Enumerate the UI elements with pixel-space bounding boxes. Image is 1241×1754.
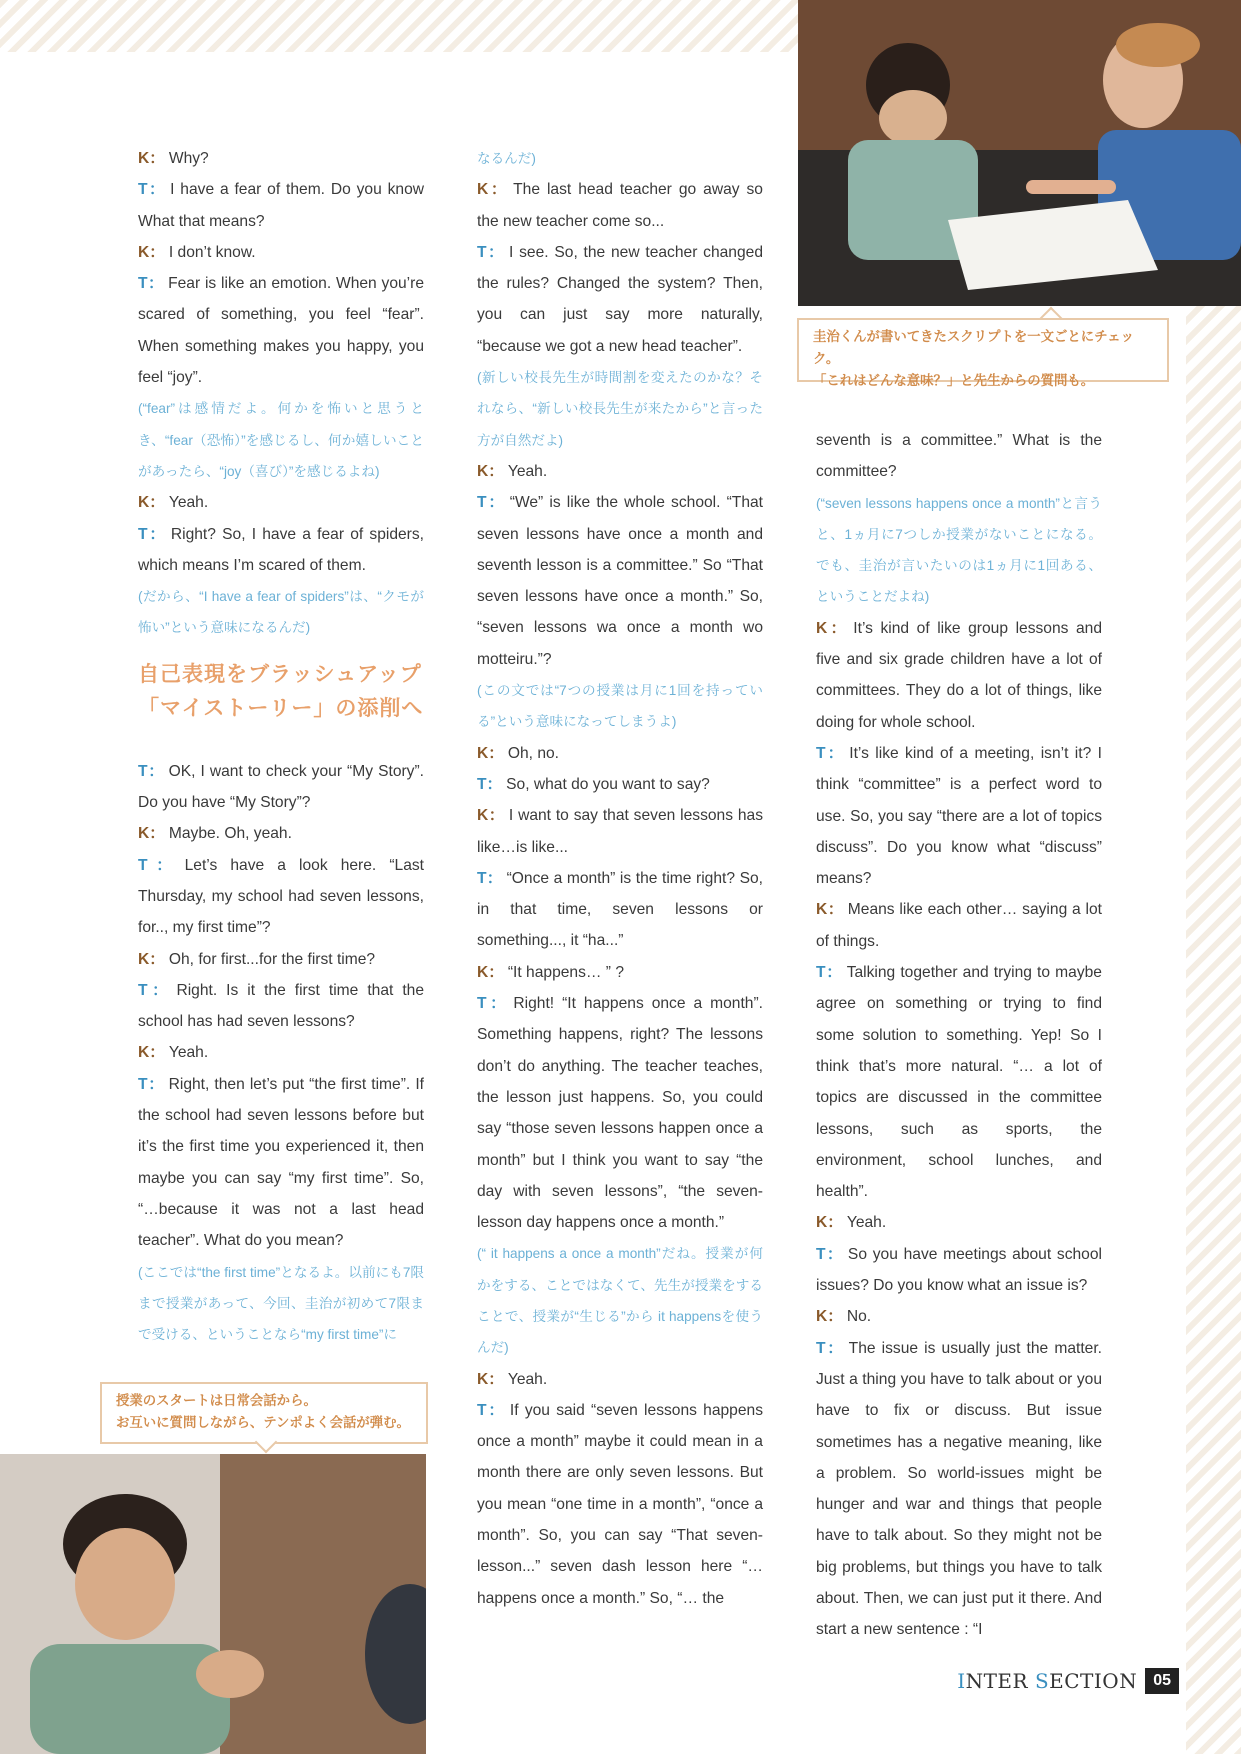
line-text: Oh, no. [507, 744, 560, 762]
speaker-label: K： [477, 1370, 504, 1388]
column-1 [138, 143, 424, 1350]
dialogue-line [816, 738, 1102, 894]
line-text: Yeah. [507, 1370, 548, 1388]
speaker-label: T： [138, 1075, 165, 1093]
speaker-label: T： [477, 869, 503, 887]
dialogue-line [138, 1069, 424, 1257]
dialogue-line [816, 1301, 1102, 1332]
speaker-label: T： [816, 744, 846, 762]
line-text: “We” is like the whole school. “That seven lessons have once a month and seventh lesson is a committee.” So “That seven lessons have once a month.” So, “seven lessons wa once a month wo motteiru.”? [477, 494, 763, 668]
footer [957, 1668, 1179, 1694]
line-text: (“ it happens a once a month”だね。授業が何かをする、ことではなくて、先生が授業をすることで、授業が“生じる”から it happensを使うんだ) [477, 1246, 763, 1356]
speaker-label: T： [138, 181, 167, 199]
speaker-label: T： [816, 1245, 844, 1263]
dialogue-line [138, 1037, 424, 1068]
speaker-label: K： [138, 494, 165, 512]
line-text: The issue is usually just the matter. Just a thing you have to talk about or you have to fix or discuss. But issue sometimes has a negative meaning, like a problem. So world-issues might be hunger and war and things that people have to talk about. So they might not be big problems, but things you have to talk about. Then, we can just put it there. And start a new sentence : “I [816, 1339, 1102, 1639]
translation-note [477, 675, 763, 738]
line-text: Yeah. [846, 1214, 887, 1232]
speaker-label: K： [138, 825, 165, 843]
speaker-label: K： [477, 462, 504, 480]
line-text: Oh, for first...for the first time? [168, 950, 376, 968]
speaker-label: T： [138, 981, 173, 999]
footer-brand [957, 1669, 1137, 1693]
speaker-label: T： [477, 1401, 506, 1419]
dialogue-line [138, 487, 424, 518]
translation-note [138, 1257, 424, 1351]
line-text: I want to say that seven lessons has like…is like... [477, 807, 763, 856]
line-text: (“fear”は感情だよ。何かを怖いと思うとき、“fear（恐怖）”を感じるし、何か嬉しいことがあったら、“joy（喜び）”を感じるよね) [138, 401, 424, 479]
dialogue-line [138, 944, 424, 975]
translation-note [138, 393, 424, 487]
line-text: I see. So, the new teacher changed the rules? Changed the system? Then, you can just say more naturally, “because we got a new head teacher”. [477, 243, 763, 355]
dialogue-line [477, 1364, 763, 1395]
photo-student-and-teacher-reviewing-script [798, 0, 1241, 306]
dialogue-line [138, 143, 424, 174]
line-text: “Once a month” is the time right? So, in that time, seven lessons or something..., it “ha...” [477, 869, 763, 950]
dialogue-line [816, 613, 1102, 738]
line-text: Right. Is it the first time that the school has had seven lessons? [138, 981, 425, 1031]
speaker-label: T： [138, 525, 167, 543]
line-text: I don’t know. [168, 243, 256, 261]
dialogue-line [477, 863, 763, 957]
dialogue-line [138, 975, 424, 1038]
dialogue-line [477, 738, 763, 769]
dialogue-line [816, 894, 1102, 957]
dialogue-line [477, 237, 763, 362]
line-text: なるんだ) [477, 151, 536, 166]
dialogue-line [816, 957, 1102, 1207]
dialogue-line [138, 268, 424, 393]
dialogue-line [138, 174, 424, 237]
line-text: It’s like kind of a meeting, isn’t it? I think “committee” is a perfect word to use. So, you say “there are a lot of topics discuss”. Do you know what “discuss” means? [816, 744, 1102, 888]
speaker-label: T： [477, 775, 503, 793]
speaker-label: K： [816, 619, 850, 637]
line-text: (ここでは“the first time”となるよ。以前にも7限まで授業があって、今回、圭治が初めて7限まで受ける、ということなら“my first time”に [138, 1264, 424, 1343]
translation-note [138, 581, 424, 644]
page-number: 05 [1145, 1668, 1179, 1694]
brand-ection: ECTION [1049, 1669, 1138, 1693]
line-text: Why? [168, 150, 209, 167]
dialogue-line [816, 425, 1102, 488]
translation-note [477, 1238, 763, 1363]
dialogue-line [477, 800, 763, 863]
line-text: Fear is like an emotion. When you’re scared of something, you feel “fear”. When something makes you happy, you feel “joy”. [138, 275, 424, 387]
dialogue-line [477, 174, 763, 237]
line-text: I have a fear of them. Do you know What that means? [138, 181, 424, 230]
speaker-label: K： [816, 1214, 843, 1232]
line-text: Right, then let’s put “the first time”. If the school had seven lessons before but it’s the first time you experienced it, then maybe you can say “my first time”. So, “…because it was not a last head teacher”. What do you mean? [138, 1075, 424, 1250]
caption-bottom: 授業のスタートは日常会話から。 お互いに質問しながら、テンポよく会話が弾む。 [100, 1382, 428, 1444]
speaker-label: T： [816, 964, 843, 982]
line-text: Yeah. [168, 1044, 209, 1062]
line-text: Right? So, I have a fear of spiders, which means I’m scared of them. [138, 525, 425, 574]
translation-note [477, 143, 763, 174]
caption-top: 圭治くんが書いてきたスクリプトを一文ごとにチェック。 「これはどんな意味？」と先生からの質問も。 [797, 318, 1169, 382]
speaker-label: T： [816, 1339, 845, 1357]
speaker-label: T： [138, 856, 181, 874]
speaker-label: K： [138, 1044, 165, 1062]
dialogue-line [477, 957, 763, 988]
speaker-label: K： [477, 807, 505, 825]
column-2 [477, 143, 763, 1614]
dialogue-line [138, 756, 424, 819]
speaker-label: T： [138, 762, 165, 780]
photo-illustration [798, 0, 1241, 306]
dialogue-line [477, 1395, 763, 1614]
dialogue-line [138, 850, 424, 944]
dialogue-line [138, 237, 424, 268]
line-text: Maybe. Oh, yeah. [168, 825, 292, 843]
brand-nter: NTER [965, 1669, 1035, 1693]
line-text: If you said “seven lessons happens once a month” maybe it could mean in a month there are only seven lessons. But you mean “one time in a month”, “once a month”. So, you can say “That seven-lesson...” seven dash lesson here “…happens once a month.” So, “… the [477, 1401, 763, 1607]
line-text: Let’s have a look here. “Last Thursday, my school had seven lessons, for.., my first time”? [138, 856, 424, 937]
brand-initial-s: S [1034, 1669, 1050, 1693]
dialogue-line [816, 1333, 1102, 1646]
line-text: It’s kind of like group lessons and five and six grade children have a lot of committees. They do a lot of things, like doing for whole school. [816, 619, 1103, 731]
speaker-label: T： [138, 275, 165, 293]
line-text: Talking together and trying to maybe agree on something or trying to find some solution to something. Yep! So I think that’s more natural. “… a lot of topics are discussed in the committee lessons, such as sports, the environment, school lunches, and health”. [816, 964, 1102, 1201]
line-text: Yeah. [168, 494, 209, 512]
speaker-label: K： [816, 1308, 843, 1326]
dialogue-line [138, 519, 424, 582]
speaker-label: K： [477, 181, 510, 199]
speaker-label: K： [477, 963, 504, 981]
speaker-label: K： [477, 744, 504, 762]
speaker-label: K： [138, 150, 165, 167]
speaker-label: K： [816, 901, 844, 919]
line-text: (この文では“7つの授業は月に1回を持っている”という意味になってしまうよ) [477, 683, 763, 730]
speaker-label: T： [477, 995, 510, 1013]
line-text: OK, I want to check your “My Story”. Do you have “My Story”? [138, 762, 425, 812]
speaker-label: T： [477, 494, 506, 512]
line-text: So you have meetings about school issues? Do you know what an issue is? [816, 1245, 1102, 1295]
line-text: Yeah. [507, 462, 548, 480]
speaker-label: T： [477, 243, 506, 261]
line-text: seventh is a committee.” What is the committee? [816, 432, 1102, 481]
top-stripe-decoration [0, 0, 798, 52]
line-text: Means like each other… saying a lot of things. [816, 901, 1102, 950]
line-text: The last head teacher go away so the new teacher come so... [477, 181, 763, 230]
translation-note [816, 488, 1102, 613]
line-text: (新しい校長先生が時間割を変えたのかな？それなら、“新しい校長先生が来たから”と言った方が自然だよ) [477, 370, 763, 448]
translation-note [477, 362, 763, 456]
speaker-label: K： [138, 243, 165, 261]
dialogue-line [138, 818, 424, 849]
line-text: No. [846, 1308, 872, 1326]
photo-student-gesturing [0, 1454, 426, 1754]
speaker-label: K： [138, 950, 165, 968]
line-text: Right! “It happens once a month”. Something happens, right? The lessons don’t do anything. The teacher teaches, the lesson just happens. So, you could say “those seven lessons happen once a month” but I think you want to say “the day with seven lessons”, “the seven-lesson day happens once a month.” [477, 995, 763, 1232]
dialogue-line [477, 456, 763, 487]
photo-illustration [0, 1454, 426, 1754]
section-heading: 自己表現をブラッシュアップ 「マイストーリー」の添削へ [138, 662, 424, 720]
dialogue-line [477, 769, 763, 800]
dialogue-line [477, 988, 763, 1238]
column-3 [816, 425, 1102, 1646]
dialogue-line [816, 1207, 1102, 1238]
line-text: (だから、“I have a fear of spiders”は、“クモが怖い”という意味になるんだ) [138, 589, 424, 636]
brand-initial-i: I [957, 1669, 966, 1693]
line-text: “It happens… ” ? [507, 963, 625, 981]
line-text: So, what do you want to say? [506, 775, 710, 793]
dialogue-line [816, 1239, 1102, 1302]
dialogue-line [477, 487, 763, 675]
line-text: (“seven lessons happens once a month”と言うと、1ヵ月に7つしか授業がないことになる。でも、圭治が言いたいのは1ヵ月に1回ある、ということだよね) [816, 495, 1102, 605]
